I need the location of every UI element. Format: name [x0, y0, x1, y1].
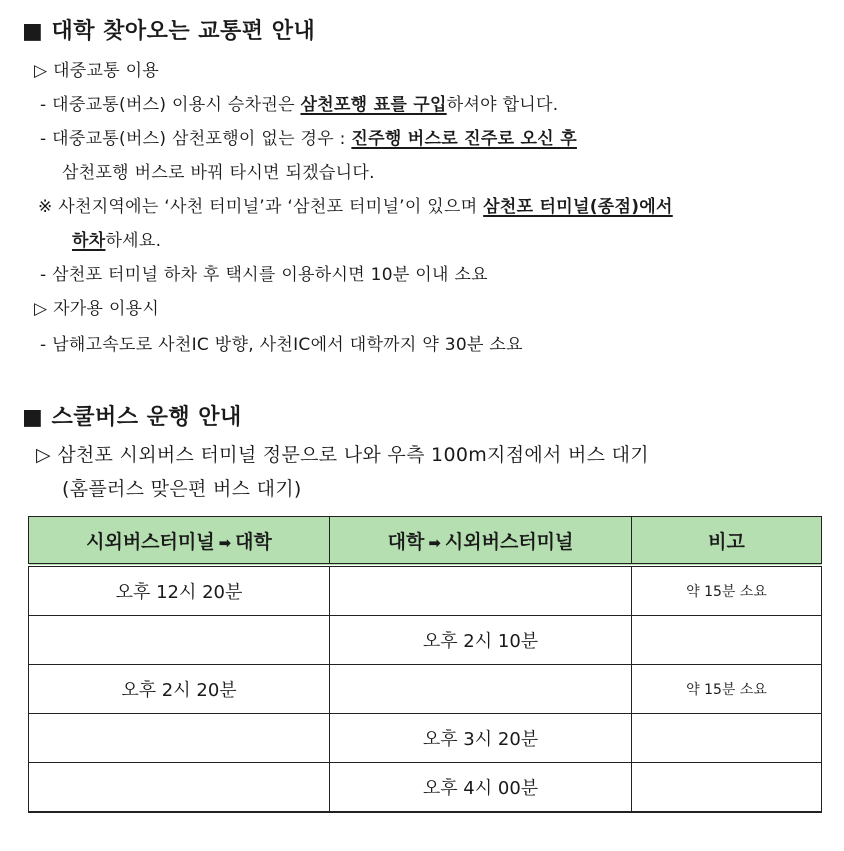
no-direct-bus-emphasis: 진주행 버스로 진주로 오신 후	[351, 129, 577, 149]
transfer-line: 삼천포행 버스로 바꿔 타시면 되겠습니다.	[62, 163, 375, 183]
departure-to-univ: 오후 2시 20분	[29, 665, 330, 714]
departure-to-univ	[29, 763, 330, 813]
departure-to-terminal: 오후 3시 20분	[330, 714, 632, 763]
table-row	[29, 714, 822, 763]
duration-note: 약 15분 소요	[632, 565, 822, 616]
bus-stop-info-line: ▷ 삼천포 시외버스 터미널 정문으로 나와 우측 100m지점에서 버스 대기	[36, 444, 649, 466]
terminal-note-line	[38, 192, 673, 217]
terminal-note-emphasis: 삼천포 터미널(종점)에서	[483, 197, 673, 217]
car-route-line: - 남해고속도로 사천IC 방향, 사천IC에서 대학까지 약 30분 소요	[40, 335, 523, 355]
right-arrow-icon: ➡	[428, 533, 441, 552]
duration-note: 약 15분 소요	[632, 665, 822, 714]
bus-ticket-line	[40, 90, 558, 115]
get-off-emphasis: 하차	[72, 231, 106, 251]
table-row	[29, 616, 822, 665]
duration-note	[632, 714, 822, 763]
table-row	[29, 665, 822, 714]
header-terminal-to-univ: 시외버스터미널 ➡ 대학	[29, 517, 330, 566]
departure-to-univ: 오후 12시 20분	[29, 565, 330, 616]
terminal-note-continuation	[72, 226, 161, 251]
school-bus-schedule-table	[28, 516, 822, 813]
get-off-suffix: 하세요.	[105, 231, 162, 251]
no-direct-bus-line	[40, 124, 577, 149]
departure-to-terminal: 오후 4시 00분	[330, 763, 632, 813]
bus-ticket-suffix: 하셔야 합니다.	[446, 95, 559, 115]
bus-stop-info-subline: (홈플러스 맞은편 버스 대기)	[62, 478, 302, 500]
departure-to-terminal: 오후 2시 10분	[330, 616, 632, 665]
section-heading-school-bus: ■ 스쿨버스 운행 안내	[22, 405, 242, 430]
taxi-line: - 삼천포 터미널 하차 후 택시를 이용하시면 10분 이내 소요	[40, 265, 488, 285]
header-note: 비고	[632, 517, 822, 566]
departure-to-terminal	[330, 565, 632, 616]
no-direct-bus-text: - 대중교통(버스) 삼천포행이 없는 경우 :	[40, 129, 352, 149]
bus-ticket-text: - 대중교통(버스) 이용시 승차권은	[40, 95, 301, 115]
section-heading-directions: ■ 대학 찾아오는 교통편 안내	[22, 19, 316, 44]
departure-to-univ	[29, 616, 330, 665]
table-header-row	[29, 517, 822, 566]
duration-note	[632, 763, 822, 813]
right-arrow-icon: ➡	[218, 533, 232, 552]
header-univ-to-terminal: 대학 ➡ 시외버스터미널	[330, 517, 632, 566]
duration-note	[632, 616, 822, 665]
public-transport-label: ▷ 대중교통 이용	[34, 61, 160, 81]
terminal-note-text: ※ 사천지역에는 ‘사천 터미널’과 ‘삼천포 터미널’이 있으며	[38, 197, 484, 217]
car-label: ▷ 자가용 이용시	[34, 299, 160, 319]
departure-to-univ	[29, 714, 330, 763]
table-row	[29, 565, 822, 616]
departure-to-terminal	[330, 665, 632, 714]
table-row	[29, 763, 822, 813]
bus-ticket-emphasis: 삼천포행 표를 구입	[300, 95, 447, 115]
